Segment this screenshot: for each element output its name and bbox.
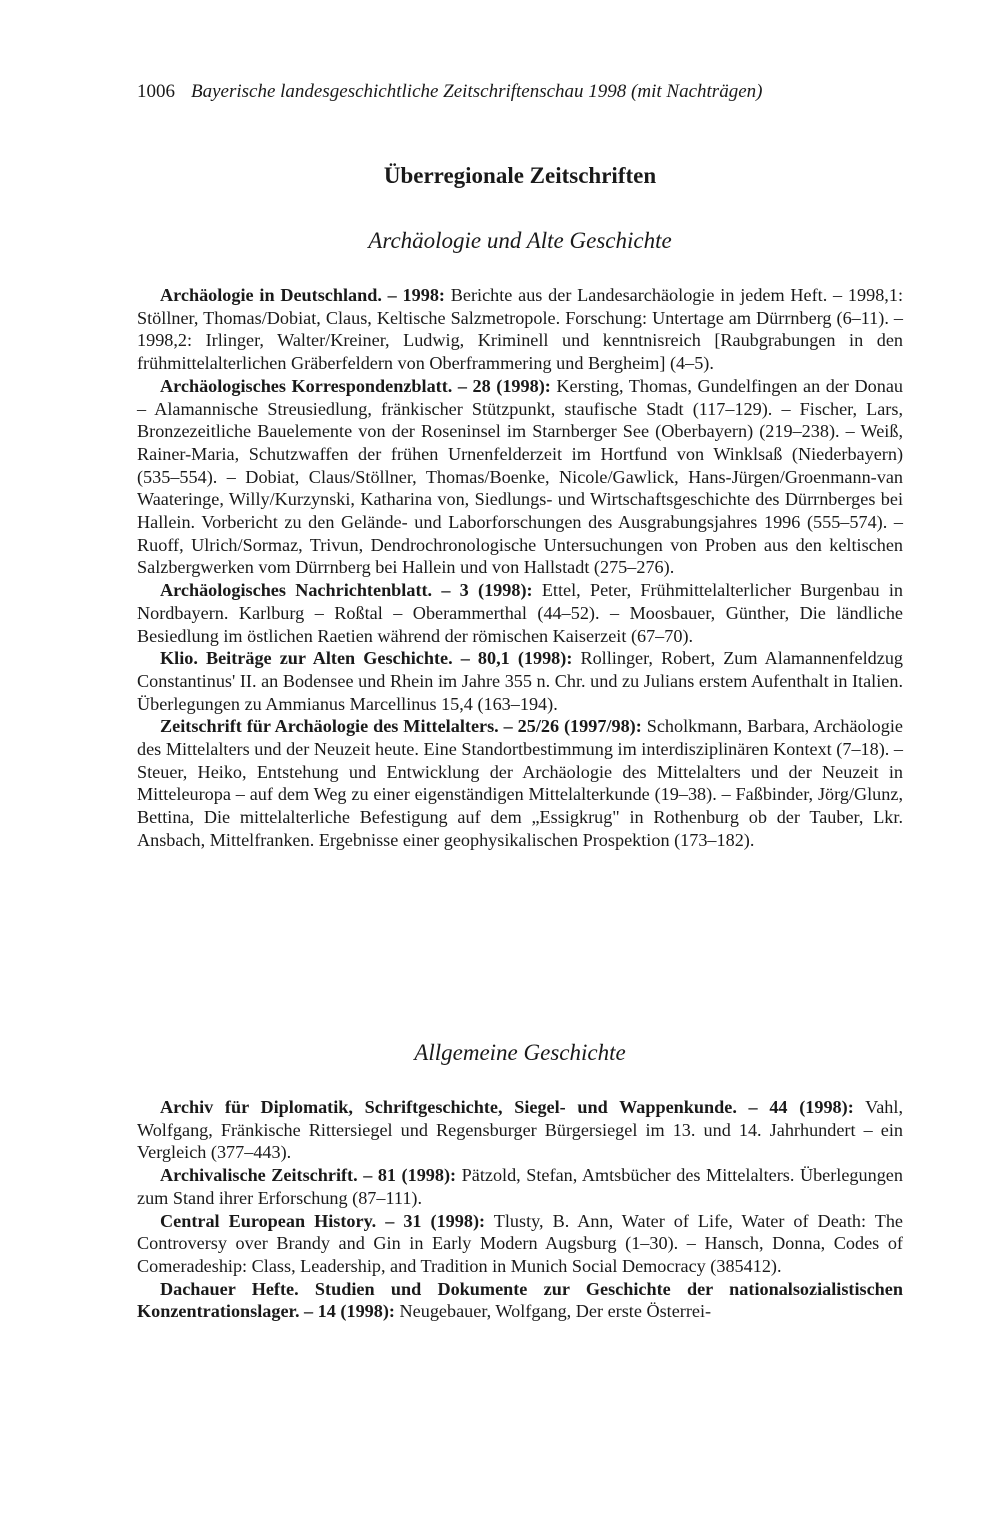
entry-text: Neugebauer, Wolfgang, Der erste Österrei- [394,1301,712,1322]
entry-list-archaeology [137,284,903,852]
entry-text: Rollinger, Robert, Zum Alamannenfeldzug Constantinus' II. an Bodensee und Rhein im Jahre 355 n. Chr. und zu Julians erstem Aufenthalt in Italien. Überlegungen zu Ammianus Marcellinus 15,4 (163–194). [137,648,904,714]
bibliography-entry [137,284,903,375]
running-title: Bayerische landesgeschichtliche Zeitschriftenschau 1998 (mit Nachträgen) [191,81,763,102]
bibliography-entry [137,375,903,579]
journal-title: Klio. Beiträge zur Alten Geschichte. – 80,1 (1998): [160,648,573,669]
journal-title: Archäologisches Nachrichtenblatt. – 3 (1998): [160,580,533,601]
journal-title: Central European History. – 31 (1998): [160,1210,486,1231]
page-number: 1006 [137,81,175,102]
section-heading-archaeology: Archäologie und Alte Geschichte [368,228,672,253]
entry-text: Ettel, Peter, Frühmittelalterlicher Burgenbau in Nordbayern. Karlburg – Roßtal – Oberammerthal (44–52). – Moosbauer, Günther, Die ländliche Besiedlung im östlichen Raetien während der römischen Kaiserzeit (67–70). [137,580,903,646]
entry-text: Scholkmann, Barbara, Archäologie des Mittelalters und der Neuzeit heute. Eine Standortbestimmung im interdisziplinären Kontext (7–18). – Steuer, Heiko, Entstehung und Entwicklung der Archäologie des Mittelalters und der Neuzeit in Mitteleuropa – auf dem Weg zu einer eigenständigen Mittelalterkunde (19–38). – Faßbinder, Jörg/Glunz, Bettina, Die mittelalterliche Befestigung auf dem „Essigkrug" in Rothenburg ob der Tauber, Lkr. Ansbach, Mittelfranken. Ergebnisse einer geophysikalischen Prospektion (173–182). [137,716,903,850]
bibliography-entry [137,579,903,647]
journal-title: Dachauer Hefte. Studien und Dokumente zur Geschichte der nationalsozialistischen Konzentrationslager. – 14 (1998): [137,1278,903,1322]
journal-title: Archiv für Diplomatik, Schriftgeschichte, Siegel- und Wappenkunde. – 44 (1998): [160,1097,854,1117]
bibliography-entry [137,1096,903,1164]
entry-text: Pätzold, Stefan, Amtsbücher des Mittelalters. Überlegungen zum Stand ihrer Erforschung (87–111). [137,1165,903,1208]
entry-text: Tlusty, B. Ann, Water of Life, Water of Death: The Controversy over Brandy and Gin in Early Modern Augsburg (1–30). – Hansch, Donna, Codes of Comeradeship: Class, Leadership, and Tradition in Munich Social Democracy (385412). [137,1210,903,1276]
entry-text: Kersting, Thomas, Gundelfingen an der Donau – Alamannische Streusiedlung, fränkischer Stützpunkt, staufische Stadt (117–129). – Fischer, Lars, Bronzezeitliche Bauelemente von der Roseninsel im Starnberger See (Oberbayern) (219–238). – Weiß, Rainer-Maria, Schutzwaffen der frühen Urnenfelderzeit im Hortfund von Winklsaß (Niederbayern) (535–554). – Dobiat, Claus/Stöllner, Thomas/Boenke, Nicole/Gawlick, Hans-Jürgen/Groenmann-van Waateringe, Willy/Kurzynski, Katharina von, Siedlungs- und Wirtschaftsgeschichte des Dürrnberges bei Hallein. Vorbericht zu den Gelände- und Laborforschungen des Ausgrabungsjahres 1996 (555–574). – Ruoff, Ulrich/Sormaz, Trivun, Dendrochronologische Untersuchungen von Proben aus den keltischen Salzbergwerken vom Dürrnberg bei Hallein und von Hallstadt (275–276). [137,375,903,578]
entry-text: Vahl, Wolfgang, Fränkische Rittersiegel und Regensburger Bürgersiegel im 13. und 14. Jahrhundert – ein Vergleich (377–443). [137,1097,903,1163]
page-title: Überregionale Zeitschriften [383,163,657,188]
bibliography-entry [137,647,903,715]
bibliography-entry [137,1210,903,1278]
bibliography-entry [137,715,903,851]
running-head [137,80,917,104]
entry-list-general-history [137,1096,903,1323]
journal-title: Archivalische Zeitschrift. – 81 (1998): [160,1165,457,1186]
section-heading-general-history: Allgemeine Geschichte [414,1040,626,1065]
entry-text: Berichte aus der Landesarchäologie in jedem Heft. – 1998,1: Stöllner, Thomas/Dobiat, Claus, Keltische Salzmetropole. Forschung: Untertage am Dürrnberg (6–11). – 1998,2: Irlinger, Walter/Kreiner, Ludwig, Kriminell und kenntnisreich [Raubgrabungen in den frühmittelalterlichen Gräberfeldern von Oberframmering und Bergheim] (4–5). [137,285,903,374]
journal-title: Archäologisches Korrespondenzblatt. – 28 (1998): [160,375,551,396]
journal-title: Zeitschrift für Archäologie des Mittelalters. – 25/26 (1997/98): [160,716,642,737]
bibliography-entry [137,1164,903,1209]
journal-title: Archäologie in Deutschland. – 1998: [160,285,445,305]
bibliography-entry [137,1278,903,1323]
